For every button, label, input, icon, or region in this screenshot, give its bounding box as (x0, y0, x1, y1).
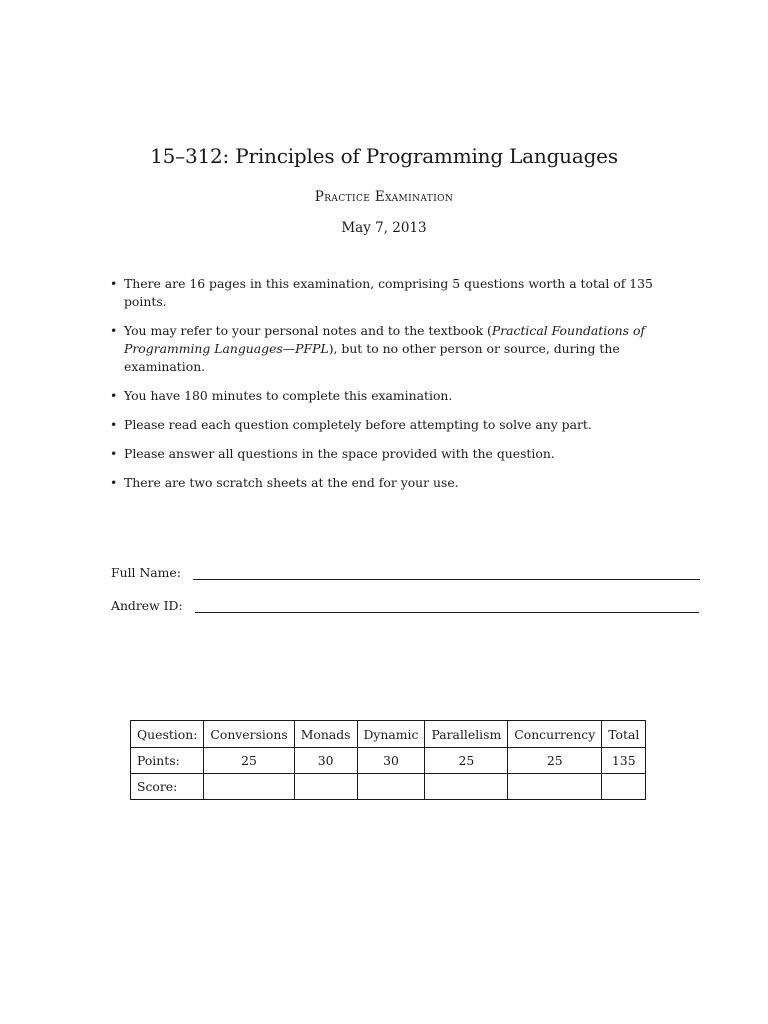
instruction-text: ), but to no other person or source, during the examination. (124, 341, 620, 374)
question-row-label: Question: (131, 721, 204, 748)
textbook-title: Practical Foundations of Programming Languages—PFPL (124, 323, 645, 356)
table-row-points (131, 748, 646, 774)
instruction-text: There are two scratch sheets at the end for your use. (124, 475, 459, 490)
question-header-cell: Parallelism (425, 721, 508, 748)
instruction-item (110, 416, 685, 434)
instruction-item (110, 387, 685, 405)
score-cell[interactable] (425, 774, 508, 800)
score-cell[interactable] (204, 774, 294, 800)
score-cell[interactable] (357, 774, 425, 800)
points-cell: 30 (294, 748, 357, 774)
instruction-item (110, 474, 685, 492)
instruction-item (110, 275, 685, 311)
table-row-score (131, 774, 646, 800)
instructions-list (110, 275, 685, 503)
full-name-label: Full Name: (111, 565, 181, 580)
bullet-icon: • (110, 446, 118, 461)
exam-subtitle: Practice Examination (314, 189, 454, 205)
score-cell[interactable] (602, 774, 646, 800)
instruction-item (110, 322, 685, 376)
question-header-cell: Monads (294, 721, 357, 748)
bullet-icon: • (110, 388, 118, 403)
points-cell: 30 (357, 748, 425, 774)
points-cell: 25 (508, 748, 602, 774)
points-row-label: Points: (131, 748, 204, 774)
bullet-icon: • (110, 276, 118, 291)
score-cell[interactable] (294, 774, 357, 800)
exam-date: May 7, 2013 (341, 220, 427, 236)
question-header-cell: Concurrency (508, 721, 602, 748)
score-table (130, 720, 646, 800)
instruction-text: Please answer all questions in the space provided with the question. (124, 446, 555, 461)
instruction-text: You may refer to your personal notes and to the textbook ( (124, 323, 492, 338)
score-cell[interactable] (508, 774, 602, 800)
full-name-field (111, 565, 700, 580)
question-header-cell: Total (602, 721, 646, 748)
full-name-input-line[interactable] (193, 565, 700, 580)
question-header-cell: Dynamic (357, 721, 425, 748)
score-row-label: Score: (131, 774, 204, 800)
instruction-text: Please read each question completely before attempting to solve any part. (124, 417, 592, 432)
bullet-icon: • (110, 417, 118, 432)
instruction-text: You have 180 minutes to complete this examination. (124, 388, 453, 403)
exam-title: 15–312: Principles of Programming Languages (150, 144, 618, 168)
points-cell: 25 (204, 748, 294, 774)
andrew-id-label: Andrew ID: (111, 598, 183, 613)
bullet-icon: • (110, 323, 118, 338)
instruction-item (110, 445, 685, 463)
points-cell: 135 (602, 748, 646, 774)
andrew-id-field (111, 598, 699, 613)
instruction-text: There are 16 pages in this examination, comprising 5 questions worth a total of 135 points. (124, 276, 653, 309)
points-cell: 25 (425, 748, 508, 774)
question-header-cell: Conversions (204, 721, 294, 748)
table-row-questions (131, 721, 646, 748)
andrew-id-input-line[interactable] (195, 598, 699, 613)
bullet-icon: • (110, 475, 118, 490)
